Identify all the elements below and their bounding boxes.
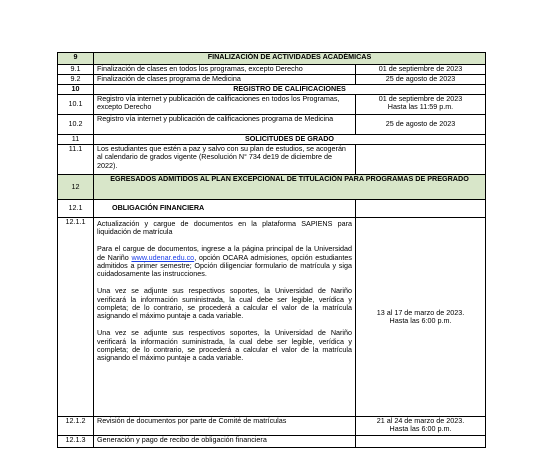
table-row [58, 145, 486, 175]
row-date: 01 de septiembre de 2023 [356, 65, 486, 75]
row-activity: Finalización de clases en todos los programas, excepto Derecho [94, 65, 356, 75]
row-activity [94, 218, 356, 417]
row-number: 12.1.3 [58, 436, 94, 448]
activity-paragraph: Una vez se adjunte sus respectivos soportes, la Universidad de Nariño verificará la información suministrada, la cual debe ser legible, verídica y completa; de lo contrario, se procederá a calcular el valor de la matrícula asignando el máximo puntaje a cada variable. [97, 328, 352, 363]
row-date [356, 145, 486, 175]
time-line: Hasta las 11:59 p.m. [387, 102, 454, 112]
row-date [356, 417, 486, 436]
section-title: REGISTRO DE CALIFICACIONES [94, 85, 486, 95]
table-row [58, 115, 486, 135]
row-activity: Revisión de documentos por parte de Comité de matrículas [94, 417, 356, 436]
row-number: 12.1.1 [58, 218, 94, 417]
row-date: 25 de agosto de 2023 [356, 115, 486, 135]
subsection-title: OBLIGACIÓN FINANCIERA [94, 200, 356, 218]
section-number: 12 [58, 175, 94, 200]
section-number: 11 [58, 135, 94, 145]
row-number: 12.1.2 [58, 417, 94, 436]
activity-paragraph: Una vez se adjunte sus respectivos soportes, la Universidad de Nariño verificará la información suministrada, la cual debe ser legible, verídica y completa; de lo contrario, se procederá a calcular el valor de la matrícula asignando el máximo puntaje a cada variable. [97, 286, 352, 321]
date-line: 01 de septiembre de 2023 [378, 94, 463, 103]
section-number: 9 [58, 53, 94, 65]
row-date [356, 95, 486, 115]
row-activity: Registro vía internet y publicación de calificaciones programa de Medicina [94, 115, 356, 135]
table-row [58, 417, 486, 436]
section-header-row [58, 135, 486, 145]
table-row [58, 218, 486, 417]
section-title: EGRESADOS ADMITIDOS AL PLAN EXCEPCIONAL DE TITULACIÓN PARA PROGRAMAS DE PREGRADO [94, 175, 486, 200]
date-line: 21 al 24 de marzo de 2023. [376, 416, 465, 425]
time-line: Hasta las 6:00 p.m. [389, 424, 452, 434]
row-number: 12.1 [58, 200, 94, 218]
date-line: 13 al 17 de marzo de 2023. [376, 307, 465, 317]
section-header-row [58, 175, 486, 200]
academic-calendar-table [57, 52, 486, 448]
row-number: 11.1 [58, 145, 94, 175]
udenar-link[interactable]: www.udenar.edu.co [131, 252, 195, 262]
row-number: 9.1 [58, 65, 94, 75]
row-number: 9.2 [58, 75, 94, 85]
row-number: 10.1 [58, 95, 94, 115]
activity-paragraph [97, 245, 352, 279]
section-header-row [58, 53, 486, 65]
row-date [356, 218, 486, 417]
row-activity: Registro vía internet y publicación de calificaciones en todos los Programas, excepto Derecho [94, 95, 356, 115]
section-number: 10 [58, 85, 94, 95]
table-row [58, 95, 486, 115]
paragraph-text: , opción OCARA admisiones, opción estudiantes admitidos a primer semestre; Opción diligenciar formulario de matrícula y siga cuidadosamente las instrucciones. [97, 252, 352, 279]
section-title: FINALIZACIÓN DE ACTIVIDADES ACADÉMICAS [94, 53, 486, 65]
row-activity: Finalización de clases programa de Medicina [94, 75, 356, 85]
table-row [58, 436, 486, 448]
subsection-row [58, 200, 486, 218]
row-activity: Generación y pago de recibo de obligación financiera [94, 436, 356, 448]
table-row [58, 65, 486, 75]
row-date [356, 436, 486, 448]
row-activity: Los estudiantes que estén a paz y salvo con su plan de estudios, se acogerán al calendario de grados vigente (Resolución N° 734 de19 de diciembre de 2022). [94, 145, 356, 175]
time-line: Hasta las 6:00 p.m. [389, 316, 452, 325]
row-date: 25 de agosto de 2023 [356, 75, 486, 85]
section-title: SOLICITUDES DE GRADO [94, 135, 486, 145]
table-row [58, 75, 486, 85]
activity-paragraph: Actualización y cargue de documentos en la plataforma SAPIENS para liquidación de matrícula [97, 219, 352, 237]
row-date [356, 200, 486, 218]
row-number: 10.2 [58, 115, 94, 135]
paragraph-text: Para el cargue de documentos, ingrese a la página principal de la Universidad de Nariño [97, 244, 352, 262]
section-header-row [58, 85, 486, 95]
